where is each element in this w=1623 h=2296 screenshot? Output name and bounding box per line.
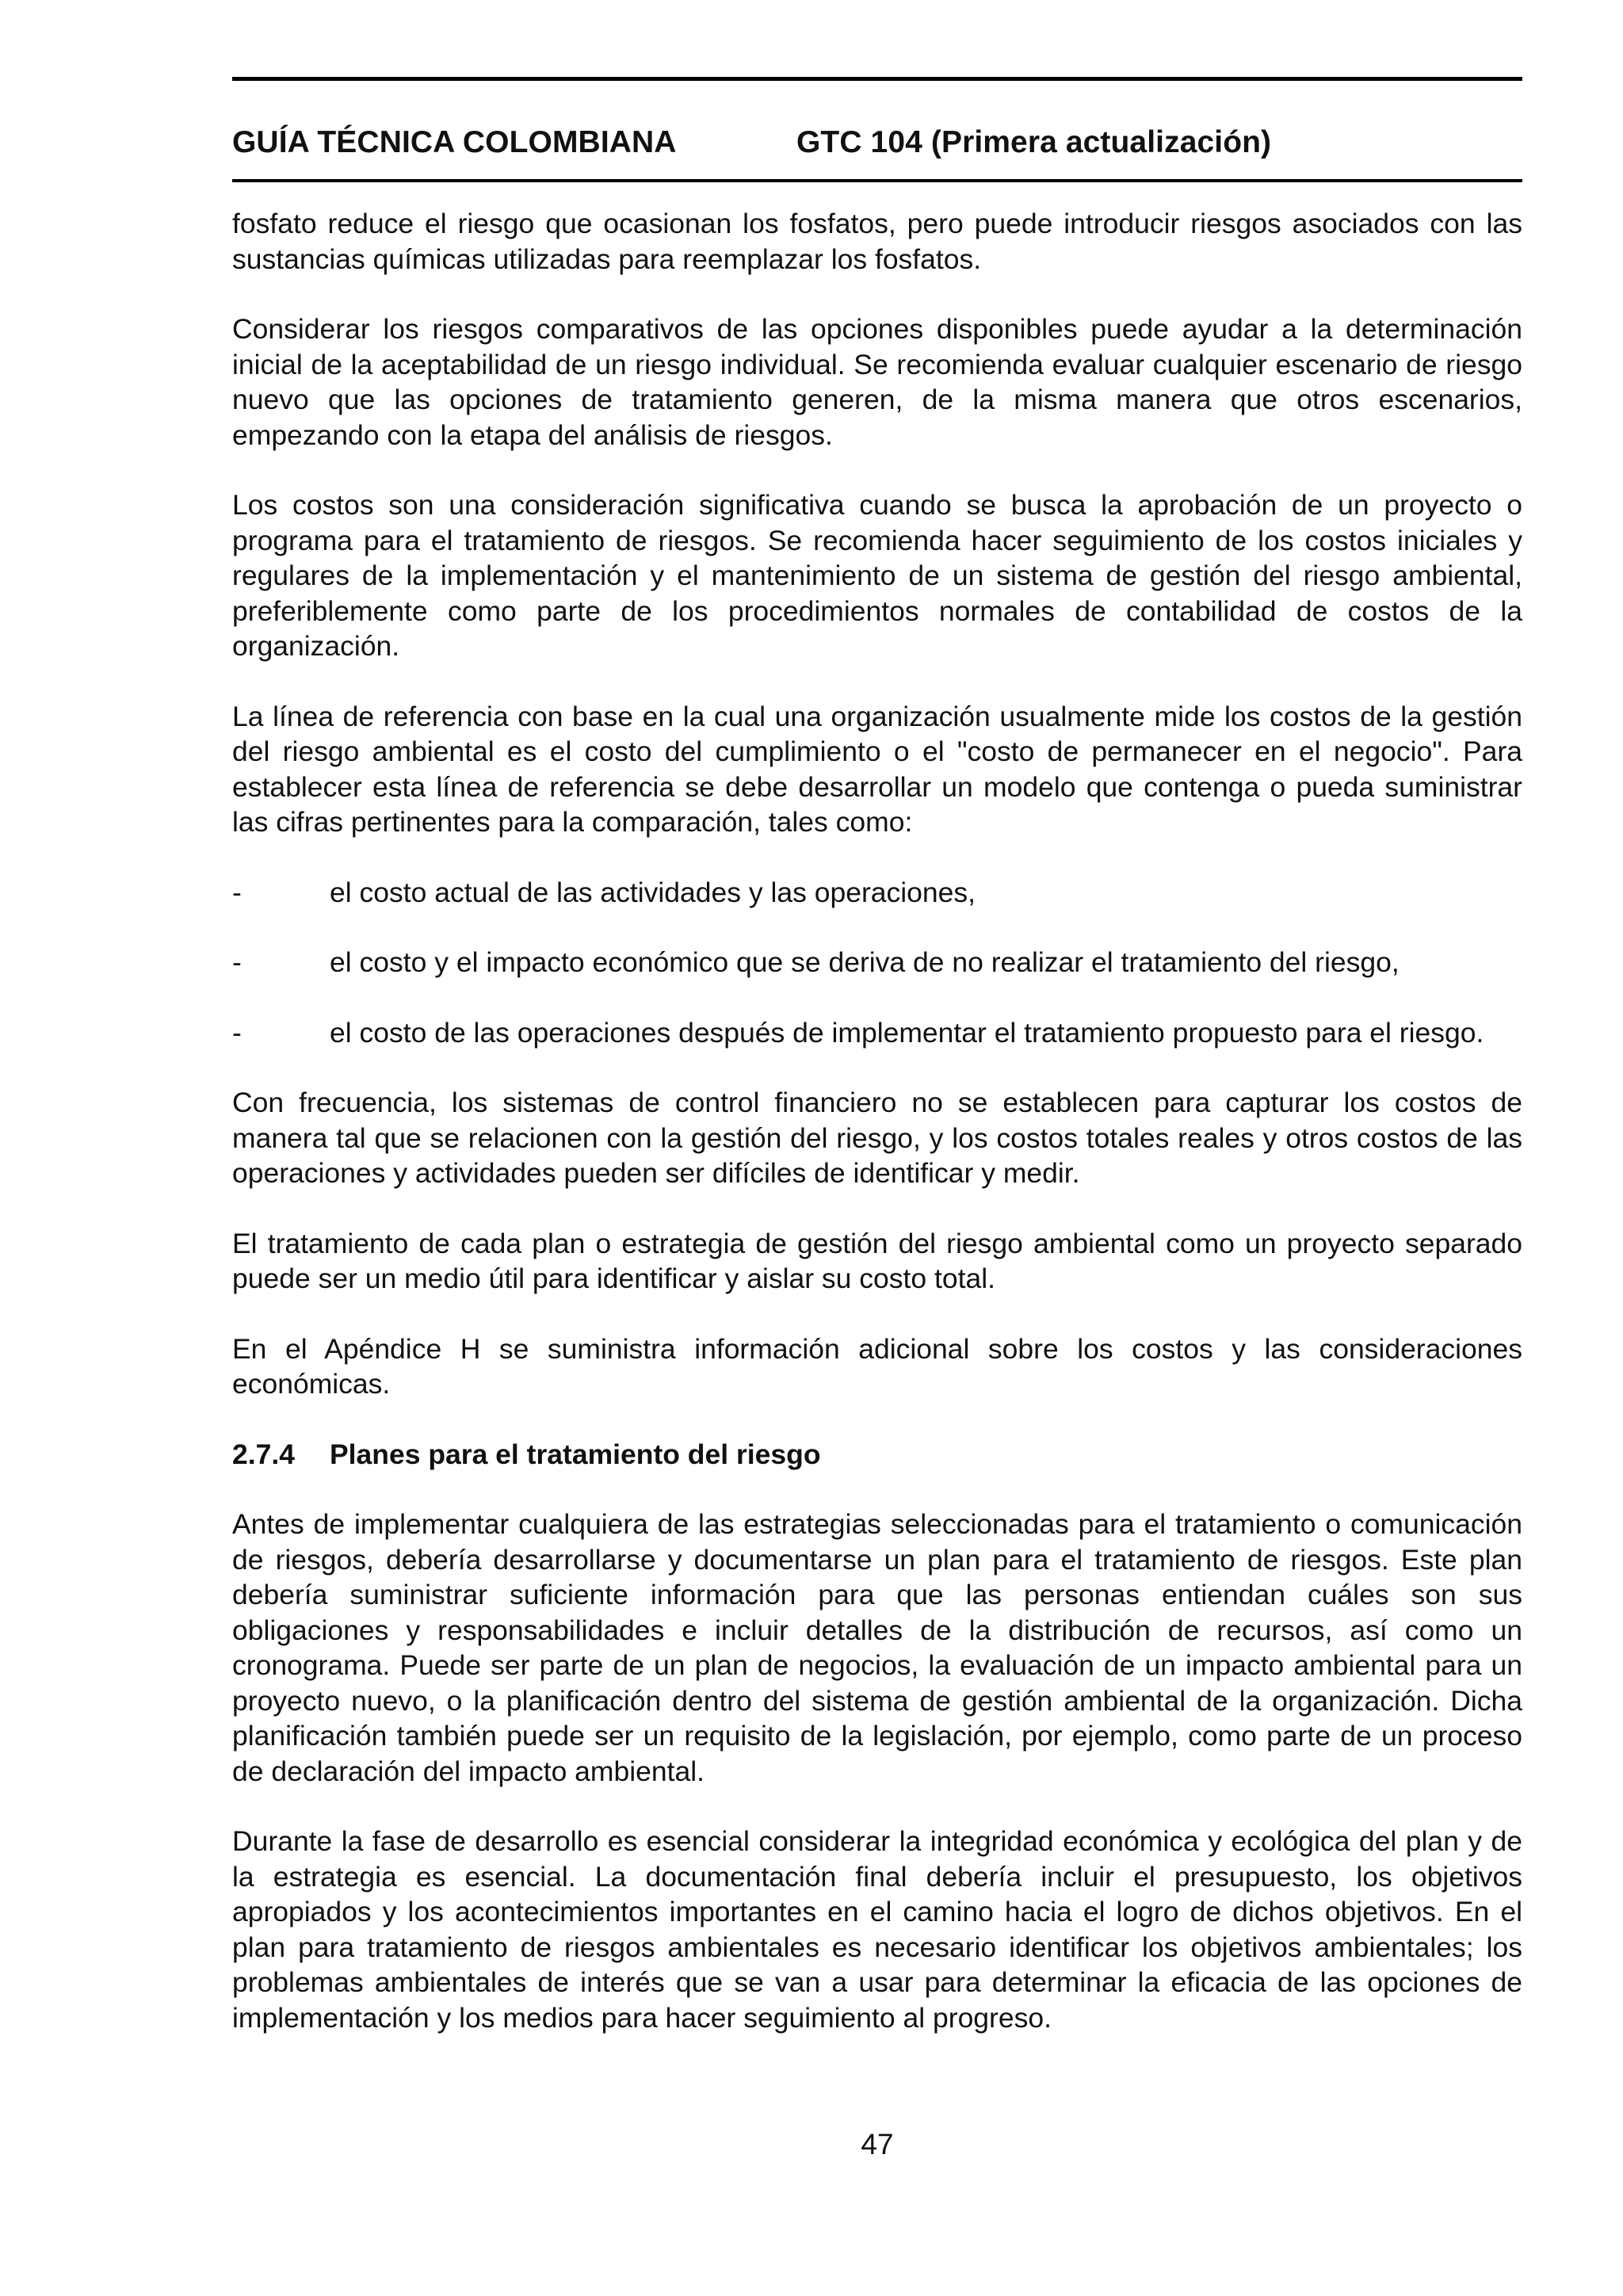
running-header <box>232 125 1522 165</box>
header-document-series: GUÍA TÉCNICA COLOMBIANA <box>232 125 677 159</box>
paragraph-7: En el Apéndice H se suministra información adicional sobre los costos y las consideraciones económicas. <box>232 1332 1522 1400</box>
paragraph-4: La línea de referencia con base en la cual una organización usualmente mide los costos de la gestión del riesgo ambiental es el costo del cumplimiento o el "costo de permanecer en el negocio". Para establecer esta línea de referencia se debe desarrollar un modelo que contenga o pueda suministrar las cifras pertinentes para la comparación, tales como: <box>232 700 1522 838</box>
paragraph-5: Con frecuencia, los sistemas de control financiero no se establecen para capturar los costos de manera tal que se relacionen con la gestión del riesgo, y los costos totales reales y otros costos de las operaciones y actividades pueden ser difíciles de identificar y medir. <box>232 1087 1522 1189</box>
header-top-rule <box>232 77 1522 81</box>
document-body <box>232 206 1522 2035</box>
list-item <box>232 945 1522 980</box>
paragraph-3: Los costos son una consideración significativa cuando se busca la aprobación de un proyecto o programa para el tratamiento de riesgos. Se recomienda hacer seguimiento de los costos iniciales y regulares de la implementación y el mantenimiento de un sistema de gestión del riesgo ambiental, preferiblemente como parte de los procedimientos normales de contabilidad de costos de la organización. <box>232 489 1522 662</box>
paragraph-8: Antes de implementar cualquiera de las estrategias seleccionadas para el tratamiento o comunicación de riesgos, debería desarrollarse y documentarse un plan para el tratamiento de riesgos. Este plan debería suministrar suficiente información para que las personas entiendan cuáles son sus obligaciones y responsabilidades e incluir detalles de la distribución de recursos, así como un cronograma. Puede ser parte de un plan de negocios, la evaluación de un impacto ambiental para un proyecto nuevo, o la planificación dentro del sistema de gestión ambiental de la organización. Dicha planificación también puede ser un requisito de la legislación, por ejemplo, como parte de un proceso de declaración del impacto ambiental. <box>232 1508 1522 1787</box>
list-marker: - <box>232 946 242 978</box>
list-marker: - <box>232 876 242 908</box>
page-number: 47 <box>861 2128 894 2160</box>
list-item <box>232 1015 1522 1051</box>
document-page <box>232 77 1522 2160</box>
section-heading <box>232 1437 1522 1473</box>
list-item <box>232 875 1522 911</box>
list-item-text: el costo y el impacto económico que se deriva de no realizar el tratamiento del riesgo, <box>330 946 1400 978</box>
header-document-code: GTC 104 (Primera actualización) <box>796 125 1272 159</box>
list-item-text: el costo actual de las actividades y las operaciones, <box>330 876 976 908</box>
list-item-text: el costo de las operaciones después de implementar el tratamiento propuesto para el riesgo. <box>330 1016 1484 1049</box>
section-title: Planes para el tratamiento del riesgo <box>330 1438 821 1470</box>
paragraph-6: El tratamiento de cada plan o estrategia de gestión del riesgo ambiental como un proyecto separado puede ser un medio útil para identificar y aislar su costo total. <box>232 1227 1522 1294</box>
section-number: 2.7.4 <box>232 1438 295 1470</box>
list-marker: - <box>232 1016 242 1049</box>
paragraph-2: Considerar los riesgos comparativos de las opciones disponibles puede ayudar a la determinación inicial de la aceptabilidad de un riesgo individual. Se recomienda evaluar cualquier escenario de riesgo nuevo que las opciones de tratamiento generen, de la misma manera que otros escenarios, empezando con la etapa del análisis de riesgos. <box>232 313 1522 451</box>
paragraph-1: fosfato reduce el riesgo que ocasionan los fosfatos, pero puede introducir riesgos asociados con las sustancias químicas utilizadas para reemplazar los fosfatos. <box>232 208 1522 275</box>
header-bottom-rule <box>232 179 1522 182</box>
paragraph-9: Durante la fase de desarrollo es esencial considerar la integridad económica y ecológica del plan y de la estrategia es esencial. La documentación final debería incluir el presupuesto, los objetivos apropiados y los acontecimientos importantes en el camino hacia el logro de dichos objetivos. En el plan para tratamiento de riesgos ambientales es necesario identificar los objetivos ambientales; los problemas ambientales de interés que se van a usar para determinar la eficacia de las opciones de implementación y los medios para hacer seguimiento al progreso. <box>232 1825 1522 2034</box>
